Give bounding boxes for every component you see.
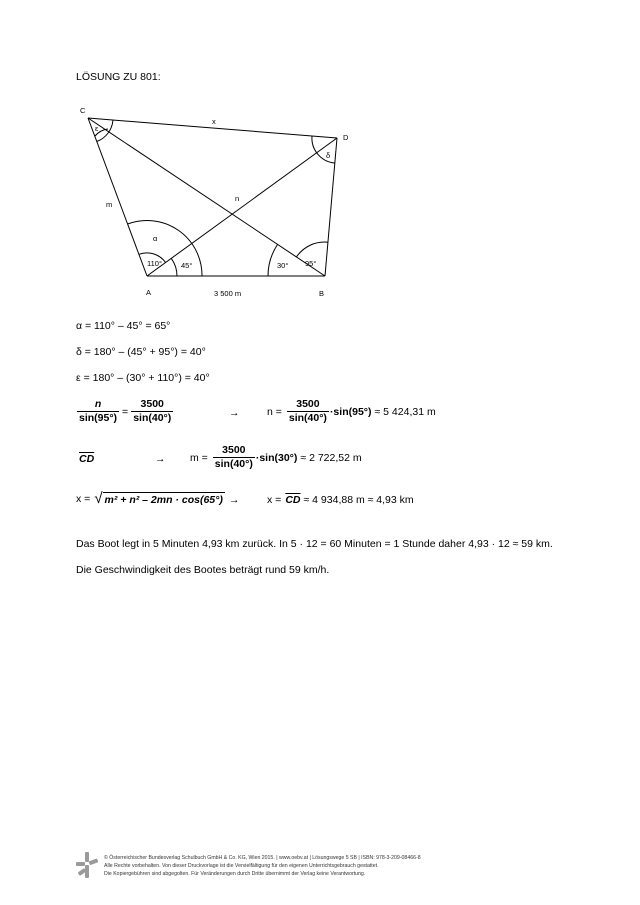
fraction-3500-sin40 — [131, 398, 173, 425]
segment-cd — [79, 453, 94, 465]
result-value: ≈ 2 722,52 m — [300, 451, 362, 464]
label-D: D — [343, 133, 349, 142]
label-epsilon: ε — [95, 124, 99, 133]
result-x — [267, 494, 414, 506]
label-n: n — [235, 194, 240, 203]
result-n — [267, 398, 436, 425]
square-root — [94, 491, 225, 506]
law-of-sines-ratio — [76, 398, 174, 425]
footer-line: © Österreichischer Bundesverlag Schulbuch GmbH & Co. KG, Wien 2015. | www.oebv.at | Lösungswege 5 SB | ISBN: 978-3-209-08466-8 — [104, 855, 421, 861]
label-110: 110° — [147, 259, 162, 268]
segment-cd-label: $\overline{CD}$ — [79, 453, 95, 465]
publisher-logo-icon — [76, 852, 98, 878]
arc-delta — [312, 136, 335, 163]
fraction-numerator: 3500 — [296, 398, 320, 410]
result-factor: ·sin(95°) — [329, 405, 372, 418]
label-m: m — [106, 200, 113, 209]
fraction-denominator: sin(95°) — [79, 412, 118, 424]
diagonal-n — [147, 138, 337, 276]
fraction-denominator: sin(40°) — [288, 412, 327, 424]
fraction-denominator: sin(40°) — [214, 458, 253, 470]
result-factor: ·sin(30°) — [255, 451, 298, 464]
footer-line: Alle Rechte vorbehalten. Von dieser Druckvorlage ist die Vervielfältigung für den eigenen Unterrichtsgebrauch gestattet. — [104, 863, 379, 869]
equals-sign: = — [122, 405, 129, 418]
label-A: A — [146, 288, 152, 297]
equation-delta: δ = 180° – (45° + 95°) = 40° — [76, 346, 206, 358]
equation-epsilon: ε = 180° – (30° + 110°) = 40° — [76, 372, 210, 384]
quadrilateral-figure — [0, 0, 640, 310]
arrow-icon: → — [229, 407, 240, 419]
result-m — [190, 444, 362, 471]
fraction-numerator: n — [94, 398, 102, 410]
label-45: 45° — [181, 261, 193, 270]
fraction-n-sin95 — [77, 398, 119, 425]
label-95: 95° — [305, 259, 317, 268]
fraction-3500-sin40 — [287, 398, 329, 425]
result-value: ≈ 5 424,31 m — [374, 405, 436, 418]
label-C: C — [80, 106, 86, 115]
result-prefix: n = — [267, 405, 282, 418]
arrow-icon: → — [155, 453, 166, 465]
diagonal-cb — [88, 118, 325, 276]
page-title: LÖSUNG ZU 801: — [76, 71, 161, 83]
footer-copyright — [104, 854, 421, 878]
sqrt-icon: √ — [94, 490, 103, 507]
label-x: x — [212, 117, 216, 126]
side-m — [88, 118, 147, 276]
segment-cd-label: $\overline{CD}$ — [285, 494, 301, 506]
fraction-numerator: 3500 — [222, 444, 246, 456]
fraction-denominator: sin(40°) — [133, 412, 172, 424]
label-delta: δ — [326, 151, 331, 160]
label-alpha: α — [153, 234, 158, 243]
result-value: ≈ 4 934,88 m ≈ 4,93 km — [303, 494, 414, 506]
footer-line: Die Kopiergebühren sind abgegolten. Für Veränderungen durch Dritte übernimmt der Verlag keine Verantwortung. — [104, 871, 366, 877]
arc-95 — [296, 242, 328, 257]
label-30: 30° — [277, 261, 289, 270]
result-prefix: x = — [267, 494, 282, 506]
fraction-3500-sin40 — [213, 444, 255, 471]
equation-alpha: α = 110° – 45° = 65° — [76, 320, 171, 332]
label-B: B — [319, 289, 325, 298]
answer-paragraph: Das Boot legt in 5 Minuten 4,93 km zurück. In 5 · 12 = 60 Minuten = 1 Stunde daher 4,93 · 12 ≈ 59 km. — [76, 538, 553, 550]
conclusion-paragraph: Die Geschwindigkeit des Bootes beträgt rund 59 km/h. — [76, 564, 330, 576]
arc-45 — [171, 258, 177, 276]
law-of-cosines — [76, 491, 225, 506]
result-prefix: x = — [76, 492, 91, 505]
label-base: 3 500 m — [214, 289, 242, 298]
fraction-numerator: 3500 — [140, 398, 164, 410]
arrow-icon: → — [229, 494, 240, 506]
radicand: m² + n² – 2mn · cos(65°) — [104, 494, 223, 506]
result-prefix: m = — [190, 451, 208, 464]
